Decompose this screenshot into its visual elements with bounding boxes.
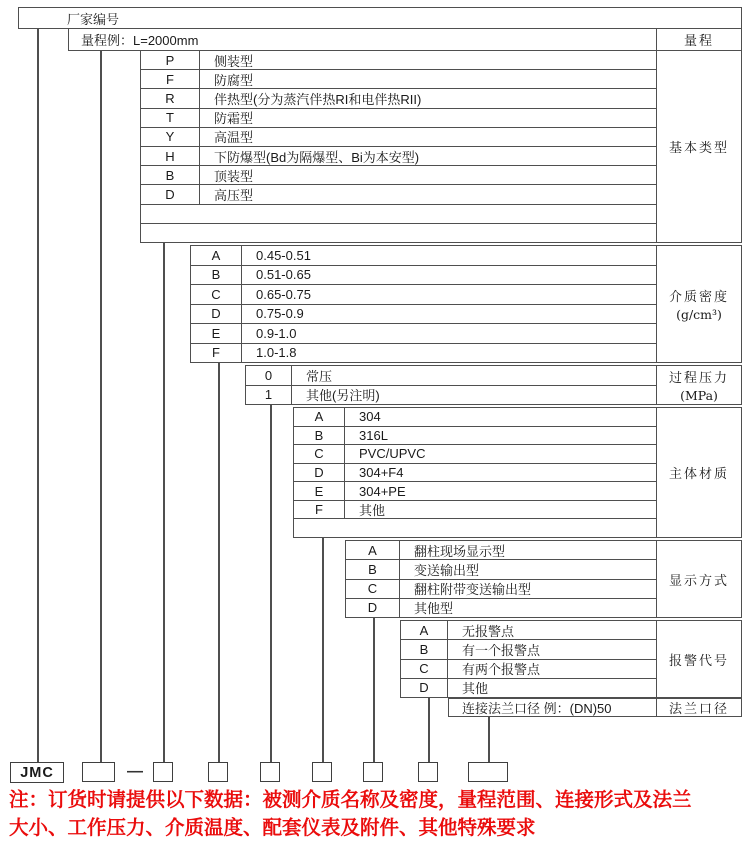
- row-code: [294, 482, 345, 500]
- section-flange-size: [448, 698, 657, 717]
- code-box-5: [312, 762, 332, 782]
- row-code: [401, 621, 448, 639]
- code-box-2: [153, 762, 173, 782]
- row-code-text: B: [314, 427, 324, 443]
- section-label-text: 主体材质: [668, 467, 729, 482]
- row-code-text: D: [367, 600, 378, 616]
- connector-line: [218, 363, 220, 762]
- row-code-text: E: [211, 325, 221, 341]
- row-code: [294, 427, 345, 445]
- row-desc: 无报警点: [462, 623, 515, 639]
- row-desc: 连接法兰口径 例：(DN)50: [462, 701, 612, 716]
- row-code: [401, 660, 448, 678]
- model-prefix-label: JMC: [20, 764, 54, 781]
- code-box-7: [418, 762, 438, 782]
- row-code-text: F: [166, 71, 174, 87]
- alarm-code-row: [401, 639, 656, 658]
- row-desc: 304+F4: [359, 465, 404, 481]
- basic-type-row: [141, 184, 656, 203]
- row-code: [191, 344, 242, 363]
- basic-type-row: [141, 165, 656, 184]
- row-desc: 其他: [462, 681, 489, 697]
- row-code-text: A: [419, 622, 429, 638]
- connector-line: [488, 717, 490, 762]
- row-desc: [141, 205, 656, 223]
- row-code: [141, 89, 200, 107]
- body-material-row: [294, 426, 656, 445]
- code-box-8: [468, 762, 508, 782]
- code-box-3: [208, 762, 228, 782]
- order-note-line-1: 注：订货时请提供以下数据：被测介质名称及密度，量程范围、连接形式及法兰: [9, 789, 692, 811]
- row-code-text: A: [314, 409, 324, 425]
- row-code-text: F: [315, 502, 323, 518]
- section-label-medium-density: [656, 245, 742, 363]
- row-code: [191, 285, 242, 304]
- row-code-text: B: [419, 641, 429, 657]
- section-display-mode: [345, 540, 657, 618]
- section-label-text: 基本类型: [668, 141, 729, 156]
- row-code-text: A: [211, 247, 221, 263]
- row-code-text: D: [165, 187, 175, 203]
- row-desc: 304: [359, 409, 381, 425]
- row-code-text: D: [211, 306, 221, 322]
- row-code: [191, 305, 242, 324]
- row-code-text: R: [165, 91, 175, 106]
- row-code-text: D: [314, 465, 324, 481]
- row-code: [191, 324, 242, 343]
- row-desc: 常压: [306, 368, 333, 384]
- row-desc: 其他(另注明): [306, 388, 380, 404]
- medium-density-row: [191, 304, 656, 324]
- row-desc: 翻柱现场显示型: [414, 543, 506, 559]
- row-desc: 高温型: [214, 130, 254, 146]
- body-material-row: [294, 481, 656, 500]
- connector-line: [428, 698, 430, 762]
- display-mode-row: [346, 598, 656, 617]
- row-desc: 0.65-0.75: [256, 286, 311, 302]
- row-code: [294, 408, 345, 426]
- basic-type-row: [141, 88, 656, 107]
- row-desc: 翻柱附带变送输出型: [414, 582, 532, 598]
- alarm-code-row: [401, 621, 656, 639]
- row-code: [141, 70, 200, 88]
- section-label-text: 法兰口径: [668, 702, 729, 717]
- row-code: [141, 51, 200, 69]
- row-code: [294, 464, 345, 482]
- row-code-text: C: [314, 446, 324, 462]
- row-desc: 304+PE: [359, 483, 406, 499]
- row-code: [294, 501, 345, 519]
- row-code: [141, 166, 200, 184]
- row-desc: 变送输出型: [414, 562, 480, 578]
- row-code: [141, 128, 200, 146]
- display-mode-row: [346, 559, 656, 578]
- flange-size-row: [449, 699, 656, 716]
- section-basic-type: [140, 50, 657, 243]
- medium-density-row: [191, 323, 656, 343]
- section-alarm-code: [400, 620, 657, 698]
- section-medium-density: [190, 245, 657, 363]
- row-desc: [141, 224, 656, 242]
- process-pressure-row: [246, 385, 656, 405]
- row-code-text: P: [165, 52, 175, 68]
- alarm-code-row: [401, 659, 656, 678]
- row-desc: [294, 519, 656, 537]
- row-desc: 1.0-1.8: [256, 345, 297, 361]
- section-label-flange-size: [656, 698, 742, 717]
- row-code-text: Y: [165, 129, 175, 145]
- row-code: [346, 599, 400, 617]
- dash-separator: —: [127, 763, 143, 780]
- medium-density-row: [191, 265, 656, 285]
- row-code-text: A: [368, 542, 377, 558]
- manufacturer-number-row: [18, 7, 742, 29]
- basic-type-row: [141, 127, 656, 146]
- row-desc: 下防爆型(Bd为隔爆型、Bi为本安型): [214, 149, 420, 165]
- row-desc: 0.75-0.9: [256, 306, 304, 322]
- row-code: [141, 147, 200, 165]
- connector-line: [163, 243, 165, 762]
- row-desc: 0.45-0.51: [256, 247, 311, 263]
- row-code-text: E: [314, 483, 324, 499]
- order-note: [9, 787, 749, 842]
- row-code: [346, 560, 400, 578]
- process-pressure-row: [246, 366, 656, 385]
- section-label-text: 报警代号: [668, 653, 729, 669]
- connector-line: [100, 51, 102, 762]
- code-box-6: [363, 762, 383, 782]
- row-desc: 伴热型(分为蒸汽伴热RI和电伴热RII): [214, 92, 422, 108]
- row-code-text: B: [368, 561, 377, 577]
- range-example-label: 量程例：L=2000mm: [69, 29, 657, 50]
- row-code-text: C: [419, 661, 429, 677]
- body-material-row: [294, 408, 656, 426]
- alarm-code-row: [401, 678, 656, 697]
- row-code: [294, 445, 345, 463]
- basic-type-row: [141, 204, 656, 223]
- medium-density-row: [191, 343, 656, 363]
- display-mode-row: [346, 579, 656, 598]
- connector-line: [270, 405, 272, 762]
- range-example-row: [68, 28, 742, 51]
- row-desc: 侧装型: [214, 53, 254, 69]
- row-desc: 0.9-1.0: [256, 325, 297, 341]
- section-label-display-mode: [656, 540, 742, 618]
- row-code: [141, 109, 200, 127]
- section-label-unit: (MPa): [680, 388, 718, 403]
- body-material-row: [294, 463, 656, 482]
- row-code-text: 1: [264, 387, 273, 403]
- row-desc: 0.51-0.65: [256, 267, 311, 283]
- row-code-text: C: [367, 581, 378, 597]
- row-desc: 316L: [359, 427, 388, 443]
- range-label: 量程: [683, 34, 714, 49]
- row-desc: 其他型: [414, 601, 454, 617]
- body-material-row: [294, 500, 656, 519]
- basic-type-row: [141, 69, 656, 88]
- row-desc: 其他: [359, 503, 386, 519]
- medium-density-row: [191, 284, 656, 304]
- section-label-text: 显示方式: [668, 573, 729, 589]
- row-code: [141, 185, 200, 203]
- display-mode-row: [346, 541, 656, 559]
- section-label-body-material: [656, 407, 742, 538]
- connector-line: [322, 538, 324, 762]
- section-label-unit: (g/cm³): [676, 307, 722, 322]
- row-code-text: H: [165, 148, 175, 164]
- section-label-text: 介质密度: [668, 290, 729, 305]
- row-code: [191, 266, 242, 285]
- basic-type-row: [141, 146, 656, 165]
- section-body-material: [293, 407, 657, 538]
- row-desc: 顶装型: [214, 168, 254, 184]
- row-code: [401, 640, 448, 658]
- row-code: [246, 366, 292, 385]
- section-label-alarm-code: [656, 620, 742, 698]
- body-material-row: [294, 444, 656, 463]
- row-desc: 防霜型: [214, 111, 254, 127]
- row-code-text: D: [419, 680, 429, 696]
- row-desc: 高压型: [214, 188, 254, 204]
- code-box-4: [260, 762, 280, 782]
- row-code-text: T: [166, 110, 174, 126]
- row-code-text: 0: [264, 367, 273, 383]
- section-label-text: 过程压力: [668, 371, 729, 386]
- basic-type-row: [141, 108, 656, 127]
- row-desc: 有一个报警点: [462, 642, 541, 658]
- row-code: [346, 541, 400, 559]
- row-code-text: F: [212, 345, 220, 361]
- row-code: [191, 246, 242, 265]
- order-note-line-2: 大小、工作压力、介质温度、配套仪表及附件、其他特殊要求: [9, 816, 536, 839]
- row-desc: 有两个报警点: [462, 662, 541, 678]
- manufacturer-number-label: 厂家编号: [67, 11, 120, 27]
- row-code-text: B: [211, 267, 221, 283]
- section-label-process-pressure: [656, 365, 742, 405]
- basic-type-row: [141, 51, 656, 69]
- code-box-1: [82, 762, 115, 782]
- row-code: [401, 679, 448, 697]
- section-process-pressure: [245, 365, 657, 405]
- body-material-row: [294, 518, 656, 537]
- medium-density-row: [191, 246, 656, 265]
- section-label-basic-type: [656, 50, 742, 243]
- connector-line: [373, 618, 375, 762]
- row-desc: 防腐型: [214, 72, 254, 88]
- row-desc: PVC/UPVC: [359, 446, 426, 462]
- row-code-text: C: [211, 286, 221, 302]
- row-code: [246, 386, 292, 405]
- row-code-text: B: [165, 167, 175, 183]
- connector-line: [37, 28, 39, 762]
- basic-type-row: [141, 223, 656, 242]
- row-code: [346, 580, 400, 598]
- model-prefix-box: [10, 762, 64, 783]
